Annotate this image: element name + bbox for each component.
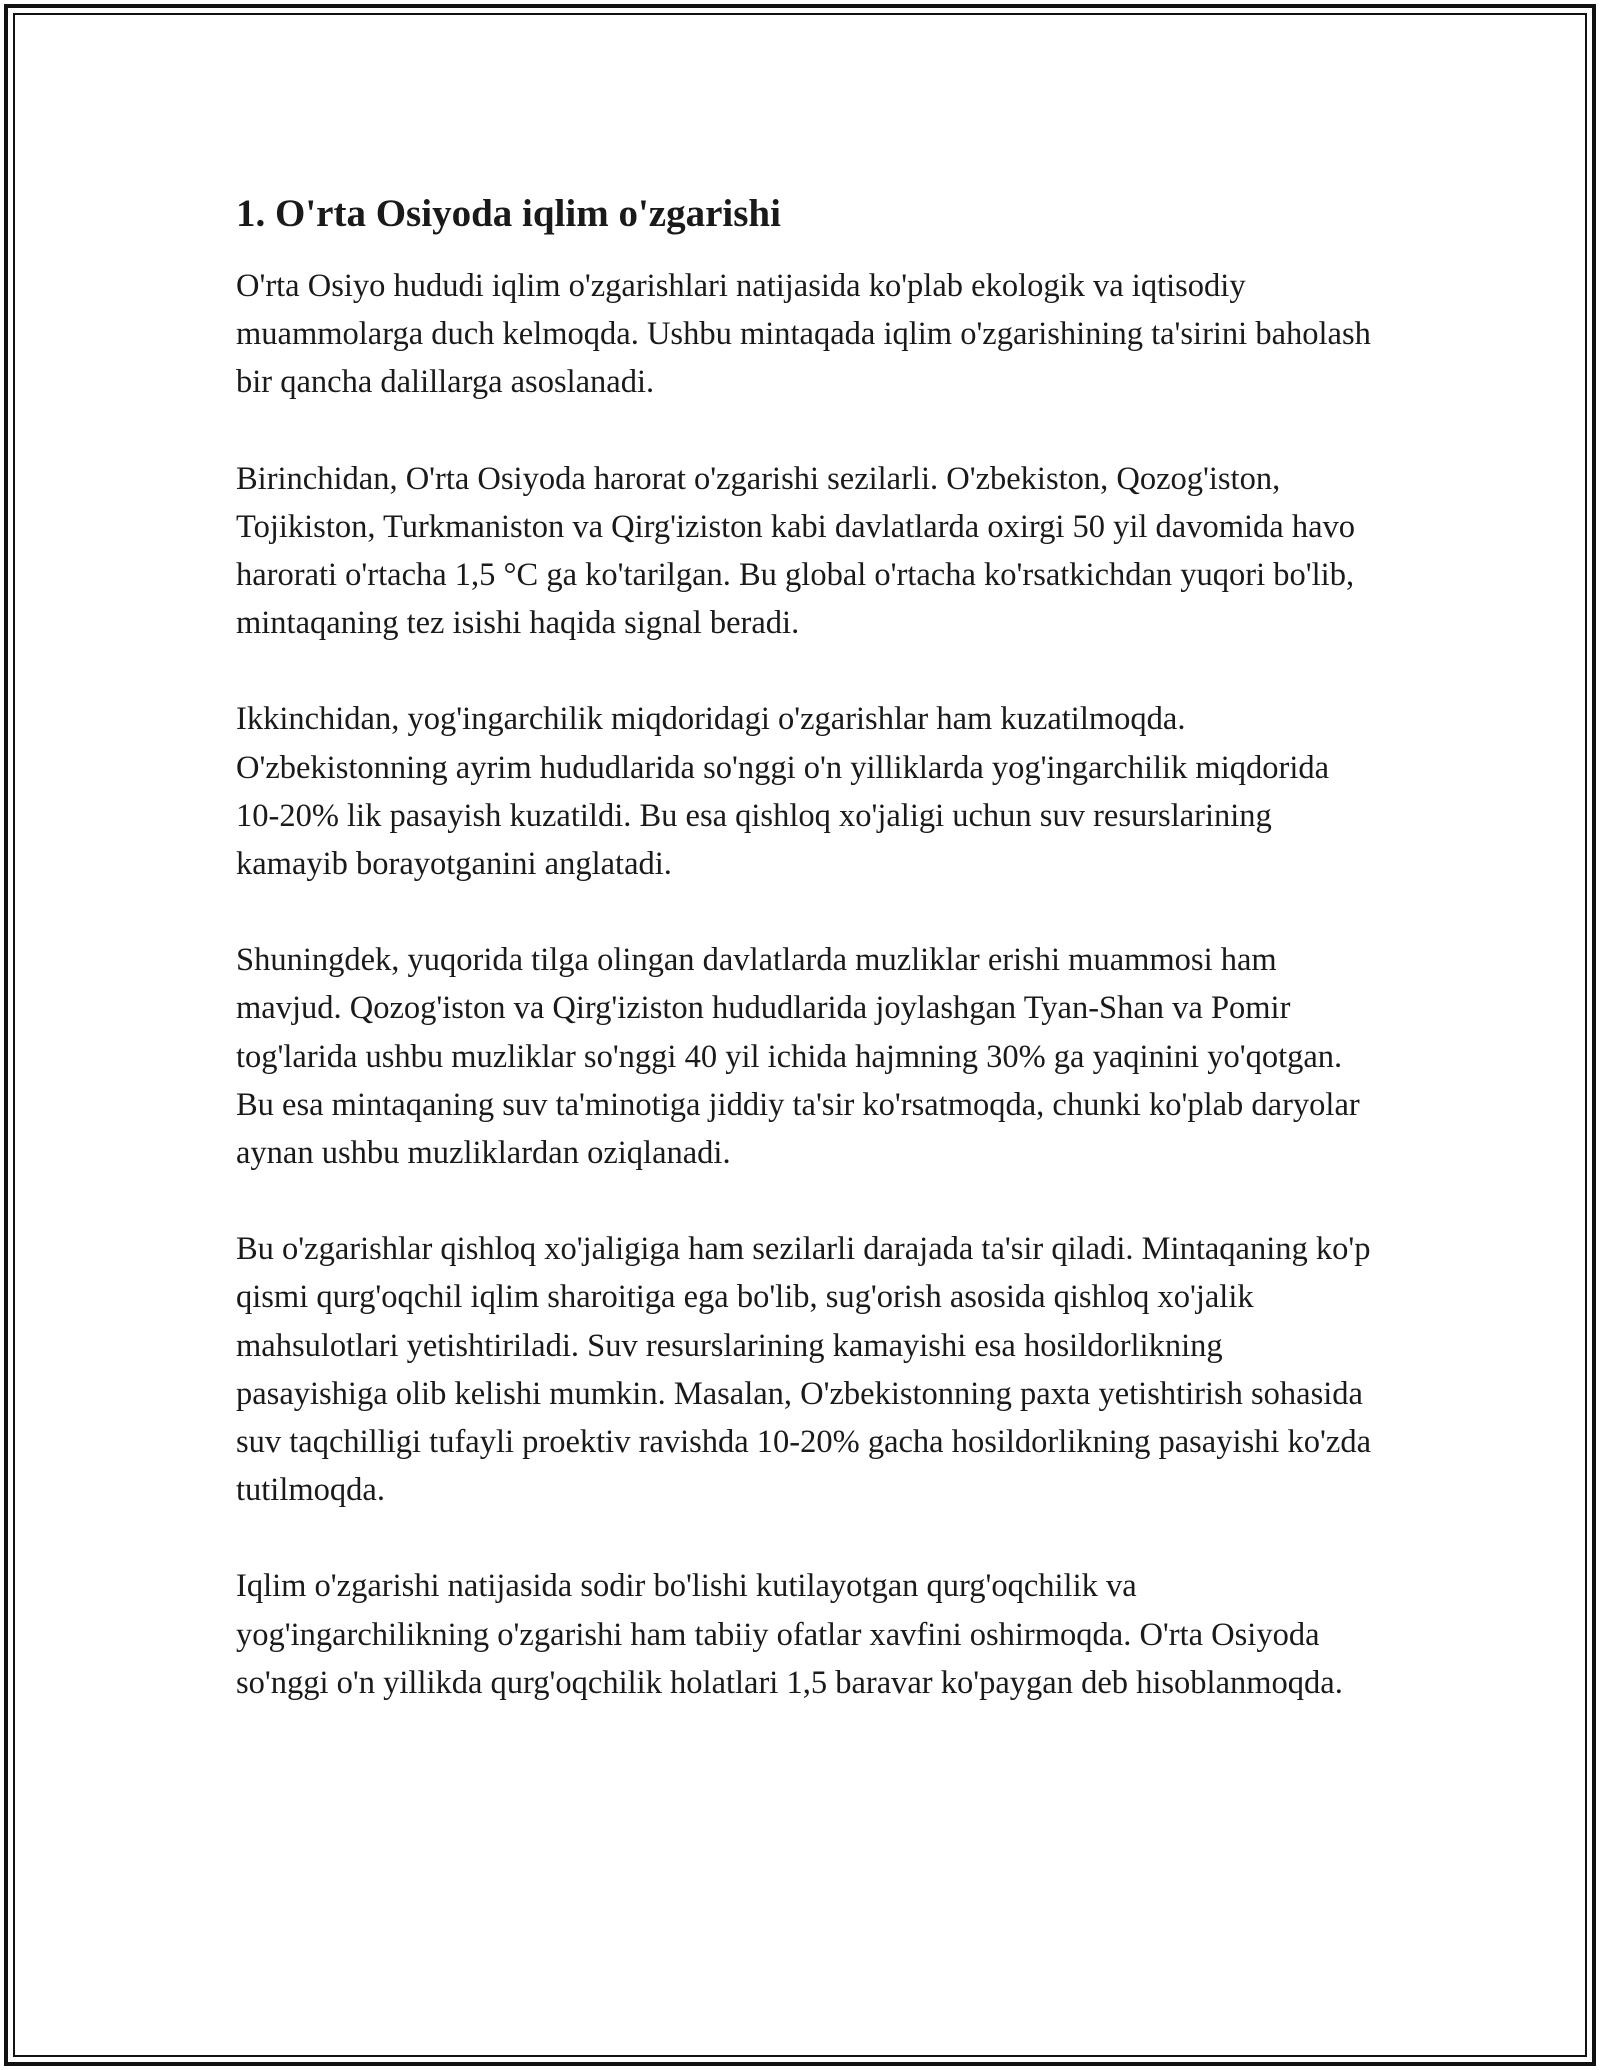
section-heading: 1. O'rta Osiyoda iqlim o'zgarishi bbox=[236, 192, 781, 235]
paragraph-precipitation: Ikkinchidan, yog'ingarchilik miqdoridagi o'zgarishlar ham kuzatilmoqda. O'zbekistonning ayrim hududlarida so'nggi o'n yilliklarda yog'ingarchilik miqdorida 10-20% lik pasayish kuzatildi. Bu esa qishloq xo'jaligi uchun suv resurslarining kamayib borayotganini anglatadi. bbox=[236, 701, 1330, 883]
paragraph-agriculture: Bu o'zgarishlar qishloq xo'jaligiga ham sezilarli darajada ta'sir qiladi. Mintaqaning ko'p qismi qurg'oqchil iqlim sharoitiga ega bo'lib, sug'orish asosida qishloq xo'jalik mahsulotlari yetishtiriladi. Suv resurslarining kamayishi esa hosildorlikning pasayishiga olib kelishi mumkin. Masalan, O'zbekistonning paxta yetishtirish sohasida suv taqchilligi tufayli proektiv ravishda 10-20% gacha hosildorlikning pasayishi ko'zda tutilmoqda. bbox=[236, 1231, 1371, 1509]
paragraph-intro: O'rta Osiyo hududi iqlim o'zgarishlari natijasida ko'plab ekologik va iqtisodiy muammolarga duch kelmoqda. Ushbu mintaqada iqlim o'zgarishining ta'sirini baholash bir qancha dalillarga asoslanadi. bbox=[236, 268, 1371, 401]
paragraph-temperature: Birinchidan, O'rta Osiyoda harorat o'zgarishi sezilarli. O'zbekiston, Qozog'iston, Tojikiston, Turkmaniston va Qirg'iziston kabi davlatlarda oxirgi 50 yil davomida havo harorati o'rtacha 1,5 °C ga ko'tarilgan. Bu global o'rtacha ko'rsatkichdan yuqori bo'lib, mintaqaning tez isishi haqida signal beradi. bbox=[236, 460, 1356, 642]
paragraph-disasters: Iqlim o'zgarishi natijasida sodir bo'lishi kutilayotgan qurg'oqchilik va yog'ingarchilikning o'zgarishi ham tabiiy ofatlar xavfini oshirmoqda. O'rta Osiyoda so'nggi o'n yillikda qurg'oqchilik holatlari 1,5 baravar ko'paygan deb hisoblanmoqda. bbox=[236, 1568, 1343, 1701]
paragraph-glaciers: Shuningdek, yuqorida tilga olingan davlatlarda muzliklar erishi muammosi ham mavjud. Qozog'iston va Qirg'iziston hududlarida joylashgan Tyan-Shan va Pomir tog'larida ushbu muzliklar so'nggi 40 yil ichida hajmning 30% ga yaqinini yo'qotgan. Bu esa mintaqaning suv ta'minotiga jiddiy ta'sir ko'rsatmoqda, chunki ko'plab daryolar aynan ushbu muzliklardan oziqlanadi. bbox=[236, 942, 1360, 1172]
document-body bbox=[236, 188, 1376, 1755]
